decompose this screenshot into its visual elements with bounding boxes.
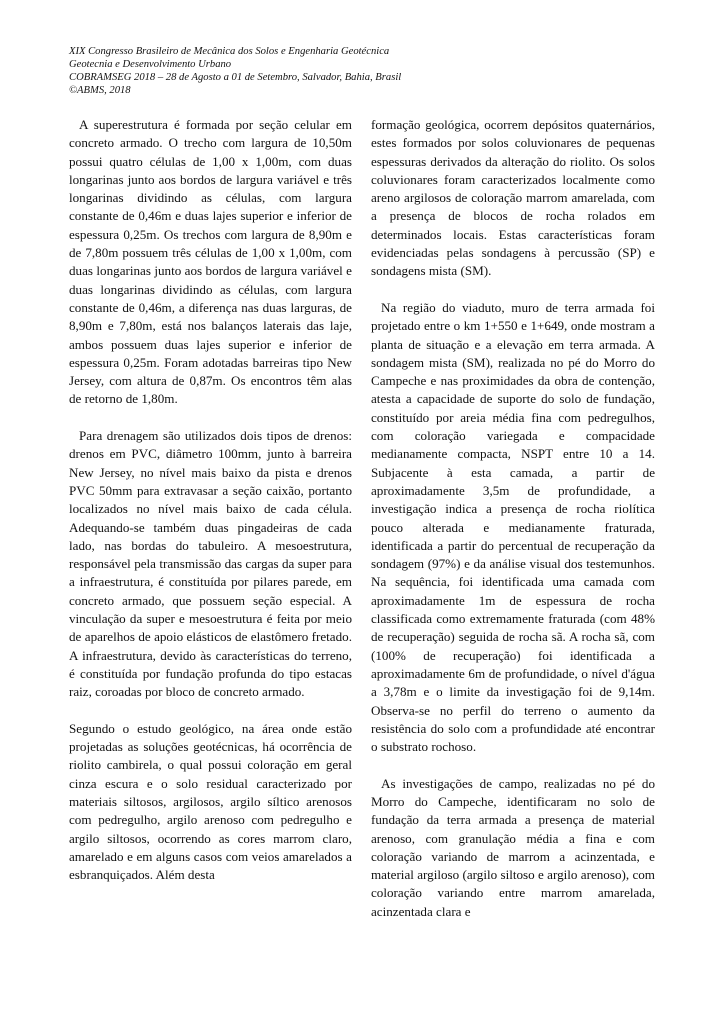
header-line-theme: Geotecnia e Desenvolvimento Urbano — [69, 59, 232, 70]
conference-header — [69, 45, 669, 97]
right-column — [371, 116, 655, 939]
paragraph-geology-continued: formação geológica, ocorrem depósitos quaternários, estes formados por solos coluvionares de pequenas espessuras derivados da alteração do riolito. Os solos coluvionares foram caracterizados localmente como areno argilosos de coloração marrom amarelada, com a presença de blocos de rocha rolados em determinados locais. Estas características foram evidenciadas pelas sondagens à percussão (SP) e sondagens mista (SM). — [371, 117, 655, 279]
paragraph-geology: Segundo o estudo geológico, na área onde estão projetadas as soluções geotécnicas, há ocorrência de riolito cambirela, o qual possui coloração em geral cinza escura e o solo residual caracterizado por materiais siltosos, argilosos, argilo síltico arenosos com pedregulho, argilo arenoso com pedregulho e argilo siltosos, ocorrendo as cores marrom claro, amarelado e em alguns casos com veios amarelados a esbranquiçados. Além desta — [69, 720, 352, 883]
header-line-copyright: ©ABMS, 2018 — [69, 85, 131, 96]
paragraph-drainage: Para drenagem são utilizados dois tipos de drenos: drenos em PVC, diâmetro 100mm, junto à barreira New Jersey, no nível mais baixo da pista e drenos PVC 50mm para extravasar a seção caixão, portanto localizados no nível mais baixo de cada célula. Adequando-se também duas pingadeiras de cada lado, nas bordas do tabuleiro. A mesoestrutura, responsável pela transmissão das cargas da super para a infraestrutura, é constituída por pilares parede, em concreto armado, que possuem seção especial. A vinculação da super e mesoestrutura é feita por meio de aparelhos de apoio elásticos de elastômero fretado. A infraestrutura, devido às características do terreno, é constituída por fundação profunda do tipo estacas raiz, coroadas por bloco de concreto armado. — [69, 428, 352, 700]
header-line-congress: XIX Congresso Brasileiro de Mecânica dos Solos e Engenharia Geotécnica — [69, 46, 390, 57]
paragraph-viaduct-region: Na região do viaduto, muro de terra armada foi projetado entre o km 1+550 e 1+649, onde mostram a planta de situação e a elevação em terra armada. A sondagem mista (SM), realizada no pé do Morro do Campeche e nas proximidades da obra de contenção, atesta a capacidade de suporte do solo de fundação, constituído por areia média fina com pedregulhos, com coloração variegada e compacidade medianamente compacta, NSPT entre 10 a 14. Subjacente à esta camada, a partir de aproximadamente 3,5m de profundidade, a investigação indica a presença de rocha riolítica pouco alterada e medianamente fraturada, identificada a partir do percentual de recuperação da sondagem (97%) e da análise visual dos testemunhos. Na sequência, foi identificada uma camada com aproximadamente 1m de espessura de rocha classificada como extremamente fraturada (com 48% de recuperação) seguida de rocha sã. A rocha sã, com (100% de recuperação) foi identificada a aproximadamente 6m de profundidade, o nível d'água a 3,78m e o limite da investigação foi de 9,14m. Observa-se no perfil do terreno o aumento da resistência do solo com a profundidade até encontrar o substrato rochoso. — [371, 299, 655, 755]
paragraph-field-investigations: As investigações de campo, realizadas no pé do Morro do Campeche, identificaram no solo de fundação da terra armada a presença de material arenoso, com granulação média a fina e com coloração variando de marrom a acinzentada, e material argiloso (argilo siltoso e argilo arenoso), com coloração variando entre marrom amarelada, acinzentada clara e — [371, 775, 655, 919]
header-line-dates: COBRAMSEG 2018 – 28 de Agosto a 01 de Setembro, Salvador, Bahia, Brasil — [69, 72, 402, 83]
left-column — [69, 116, 352, 903]
paragraph-superstructure: A superestrutura é formada por seção celular em concreto armado. O trecho com largura de 10,50m possui quatro células de 1,00 x 1,00m, com duas longarinas junto aos bordos de largura variável e três longarinas dividindo as células, com largura constante de 0,46m e duas lajes superior e inferior de espessura 0,25m. Os trechos com largura de 8,90m e de 7,80m possuem três células de 1,00 x 1,00m, com duas longarinas junto aos bordos de largura variável e duas longarinas dividindo as células, com largura constante de 0,46m, a diferença nas duas larguras, de 8,90m e 7,80m, está nos balanços laterais das laje, ambos possuem duas lajes superior e inferior de espessura 0,25m. Foram adotadas barreiras tipo New Jersey, com altura de 0,87m. Os encontros têm alas de retorno de 1,80m. — [69, 117, 352, 407]
